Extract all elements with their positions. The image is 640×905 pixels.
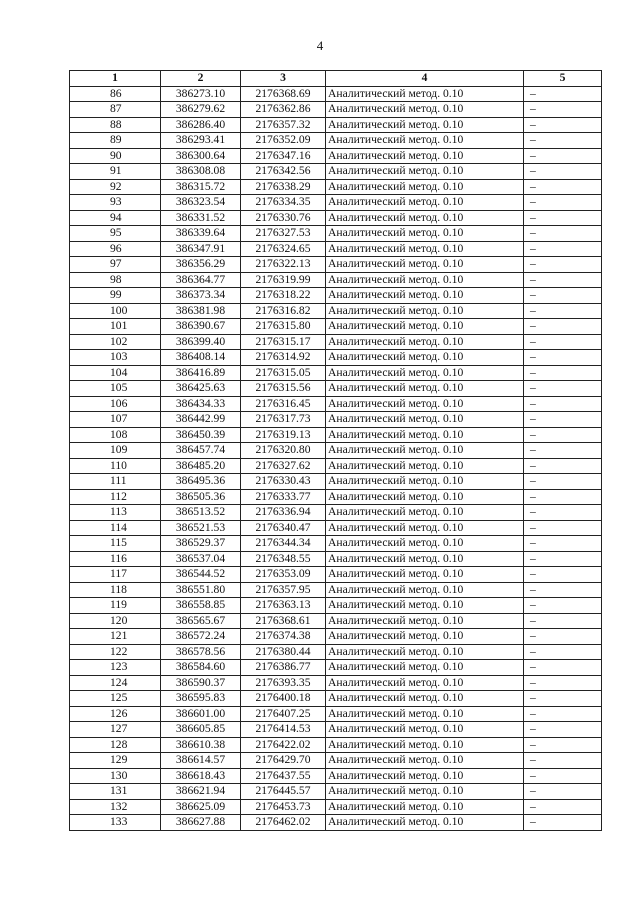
x-coordinate-cell: 386315.72: [161, 179, 241, 195]
description-cell: –: [524, 722, 602, 738]
point-number-cell: 123: [70, 660, 161, 676]
description-cell: –: [524, 148, 602, 164]
description-cell: –: [524, 133, 602, 149]
point-number-cell: 126: [70, 706, 161, 722]
method-accuracy-cell: Аналитический метод. 0.10: [326, 629, 524, 645]
table-row: [70, 613, 602, 629]
description-cell: –: [524, 241, 602, 257]
x-coordinate-cell: 386590.37: [161, 675, 241, 691]
method-accuracy-cell: Аналитический метод. 0.10: [326, 613, 524, 629]
y-coordinate-cell: 2176318.22: [241, 288, 326, 304]
description-cell: –: [524, 520, 602, 536]
method-accuracy-cell: Аналитический метод. 0.10: [326, 195, 524, 211]
method-accuracy-cell: Аналитический метод. 0.10: [326, 536, 524, 552]
method-accuracy-cell: Аналитический метод. 0.10: [326, 598, 524, 614]
table-row: [70, 210, 602, 226]
header-row: [70, 71, 602, 87]
y-coordinate-cell: 2176338.29: [241, 179, 326, 195]
x-coordinate-cell: 386293.41: [161, 133, 241, 149]
x-coordinate-cell: 386373.34: [161, 288, 241, 304]
table-row: [70, 102, 602, 118]
method-accuracy-cell: Аналитический метод. 0.10: [326, 737, 524, 753]
y-coordinate-cell: 2176324.65: [241, 241, 326, 257]
point-number-cell: 120: [70, 613, 161, 629]
description-cell: –: [524, 660, 602, 676]
table-row: [70, 505, 602, 521]
table-row: [70, 195, 602, 211]
y-coordinate-cell: 2176336.94: [241, 505, 326, 521]
y-coordinate-cell: 2176315.05: [241, 365, 326, 381]
x-coordinate-cell: 386286.40: [161, 117, 241, 133]
y-coordinate-cell: 2176330.43: [241, 474, 326, 490]
point-number-cell: 101: [70, 319, 161, 335]
point-number-cell: 97: [70, 257, 161, 273]
method-accuracy-cell: Аналитический метод. 0.10: [326, 660, 524, 676]
x-coordinate-cell: 386485.20: [161, 458, 241, 474]
point-number-cell: 87: [70, 102, 161, 118]
x-coordinate-cell: 386614.57: [161, 753, 241, 769]
point-number-cell: 114: [70, 520, 161, 536]
y-coordinate-cell: 2176353.09: [241, 567, 326, 583]
method-accuracy-cell: Аналитический метод. 0.10: [326, 396, 524, 412]
x-coordinate-cell: 386495.36: [161, 474, 241, 490]
point-number-cell: 94: [70, 210, 161, 226]
description-cell: –: [524, 737, 602, 753]
table-row: [70, 629, 602, 645]
description-cell: –: [524, 706, 602, 722]
x-coordinate-cell: 386529.37: [161, 536, 241, 552]
point-number-cell: 119: [70, 598, 161, 614]
description-cell: –: [524, 86, 602, 102]
description-cell: –: [524, 179, 602, 195]
description-cell: –: [524, 195, 602, 211]
method-accuracy-cell: Аналитический метод. 0.10: [326, 117, 524, 133]
page-number: 4: [316, 38, 324, 53]
x-coordinate-cell: 386381.98: [161, 303, 241, 319]
point-number-cell: 109: [70, 443, 161, 459]
column-header-1: 1: [70, 71, 161, 87]
description-cell: –: [524, 551, 602, 567]
x-coordinate-cell: 386621.94: [161, 784, 241, 800]
method-accuracy-cell: Аналитический метод. 0.10: [326, 226, 524, 242]
method-accuracy-cell: Аналитический метод. 0.10: [326, 551, 524, 567]
method-accuracy-cell: Аналитический метод. 0.10: [326, 257, 524, 273]
point-number-cell: 91: [70, 164, 161, 180]
description-cell: –: [524, 319, 602, 335]
table-row: [70, 365, 602, 381]
y-coordinate-cell: 2176320.80: [241, 443, 326, 459]
x-coordinate-cell: 386537.04: [161, 551, 241, 567]
description-cell: –: [524, 102, 602, 118]
table-row: [70, 489, 602, 505]
table-row: [70, 303, 602, 319]
x-coordinate-cell: 386331.52: [161, 210, 241, 226]
table-row: [70, 660, 602, 676]
table-row: [70, 334, 602, 350]
y-coordinate-cell: 2176368.69: [241, 86, 326, 102]
point-number-cell: 107: [70, 412, 161, 428]
point-number-cell: 103: [70, 350, 161, 366]
description-cell: –: [524, 489, 602, 505]
y-coordinate-cell: 2176380.44: [241, 644, 326, 660]
method-accuracy-cell: Аналитический метод. 0.10: [326, 582, 524, 598]
table-row: [70, 520, 602, 536]
x-coordinate-cell: 386610.38: [161, 737, 241, 753]
table-row: [70, 133, 602, 149]
y-coordinate-cell: 2176445.57: [241, 784, 326, 800]
method-accuracy-cell: Аналитический метод. 0.10: [326, 784, 524, 800]
table-row: [70, 226, 602, 242]
table-row: [70, 706, 602, 722]
point-number-cell: 89: [70, 133, 161, 149]
x-coordinate-cell: 386457.74: [161, 443, 241, 459]
description-cell: –: [524, 675, 602, 691]
y-coordinate-cell: 2176347.16: [241, 148, 326, 164]
description-cell: –: [524, 257, 602, 273]
point-number-cell: 112: [70, 489, 161, 505]
y-coordinate-cell: 2176319.99: [241, 272, 326, 288]
description-cell: –: [524, 815, 602, 831]
x-coordinate-cell: 386601.00: [161, 706, 241, 722]
column-header-2: 2: [161, 71, 241, 87]
y-coordinate-cell: 2176333.77: [241, 489, 326, 505]
description-cell: –: [524, 365, 602, 381]
method-accuracy-cell: Аналитический метод. 0.10: [326, 303, 524, 319]
x-coordinate-cell: 386339.64: [161, 226, 241, 242]
y-coordinate-cell: 2176319.13: [241, 427, 326, 443]
description-cell: –: [524, 117, 602, 133]
table-row: [70, 164, 602, 180]
x-coordinate-cell: 386356.29: [161, 257, 241, 273]
x-coordinate-cell: 386595.83: [161, 691, 241, 707]
table-row: [70, 536, 602, 552]
y-coordinate-cell: 2176315.80: [241, 319, 326, 335]
x-coordinate-cell: 386347.91: [161, 241, 241, 257]
description-cell: –: [524, 799, 602, 815]
table-row: [70, 675, 602, 691]
y-coordinate-cell: 2176327.62: [241, 458, 326, 474]
x-coordinate-cell: 386442.99: [161, 412, 241, 428]
description-cell: –: [524, 303, 602, 319]
table-row: [70, 412, 602, 428]
column-header-4: 4: [326, 71, 524, 87]
table-row: [70, 86, 602, 102]
description-cell: –: [524, 582, 602, 598]
method-accuracy-cell: Аналитический метод. 0.10: [326, 210, 524, 226]
point-number-cell: 124: [70, 675, 161, 691]
point-number-cell: 88: [70, 117, 161, 133]
table-row: [70, 815, 602, 831]
table-row: [70, 784, 602, 800]
table-row: [70, 551, 602, 567]
method-accuracy-cell: Аналитический метод. 0.10: [326, 753, 524, 769]
point-number-cell: 95: [70, 226, 161, 242]
point-number-cell: 116: [70, 551, 161, 567]
x-coordinate-cell: 386513.52: [161, 505, 241, 521]
table-row: [70, 458, 602, 474]
x-coordinate-cell: 386627.88: [161, 815, 241, 831]
x-coordinate-cell: 386450.39: [161, 427, 241, 443]
x-coordinate-cell: 386434.33: [161, 396, 241, 412]
x-coordinate-cell: 386551.80: [161, 582, 241, 598]
y-coordinate-cell: 2176393.35: [241, 675, 326, 691]
method-accuracy-cell: Аналитический метод. 0.10: [326, 799, 524, 815]
point-number-cell: 86: [70, 86, 161, 102]
x-coordinate-cell: 386625.09: [161, 799, 241, 815]
x-coordinate-cell: 386605.85: [161, 722, 241, 738]
table-row: [70, 350, 602, 366]
y-coordinate-cell: 2176344.34: [241, 536, 326, 552]
y-coordinate-cell: 2176315.56: [241, 381, 326, 397]
method-accuracy-cell: Аналитический метод. 0.10: [326, 706, 524, 722]
table-row: [70, 117, 602, 133]
method-accuracy-cell: Аналитический метод. 0.10: [326, 768, 524, 784]
point-number-cell: 102: [70, 334, 161, 350]
table-row: [70, 272, 602, 288]
point-number-cell: 104: [70, 365, 161, 381]
x-coordinate-cell: 386273.10: [161, 86, 241, 102]
table-row: [70, 567, 602, 583]
point-number-cell: 111: [70, 474, 161, 490]
table-row: [70, 288, 602, 304]
method-accuracy-cell: Аналитический метод. 0.10: [326, 427, 524, 443]
y-coordinate-cell: 2176414.53: [241, 722, 326, 738]
x-coordinate-cell: 386279.62: [161, 102, 241, 118]
description-cell: –: [524, 288, 602, 304]
method-accuracy-cell: Аналитический метод. 0.10: [326, 722, 524, 738]
y-coordinate-cell: 2176322.13: [241, 257, 326, 273]
description-cell: –: [524, 474, 602, 490]
x-coordinate-cell: 386425.63: [161, 381, 241, 397]
point-number-cell: 106: [70, 396, 161, 412]
table-row: [70, 737, 602, 753]
table-row: [70, 768, 602, 784]
x-coordinate-cell: 386618.43: [161, 768, 241, 784]
description-cell: –: [524, 613, 602, 629]
method-accuracy-cell: Аналитический метод. 0.10: [326, 86, 524, 102]
method-accuracy-cell: Аналитический метод. 0.10: [326, 133, 524, 149]
method-accuracy-cell: Аналитический метод. 0.10: [326, 505, 524, 521]
y-coordinate-cell: 2176374.38: [241, 629, 326, 645]
description-cell: –: [524, 629, 602, 645]
y-coordinate-cell: 2176316.82: [241, 303, 326, 319]
description-cell: –: [524, 164, 602, 180]
x-coordinate-cell: 386300.64: [161, 148, 241, 164]
y-coordinate-cell: 2176357.95: [241, 582, 326, 598]
x-coordinate-cell: 386408.14: [161, 350, 241, 366]
point-number-cell: 127: [70, 722, 161, 738]
method-accuracy-cell: Аналитический метод. 0.10: [326, 412, 524, 428]
table-row: [70, 474, 602, 490]
x-coordinate-cell: 386565.67: [161, 613, 241, 629]
point-number-cell: 129: [70, 753, 161, 769]
point-number-cell: 108: [70, 427, 161, 443]
description-cell: –: [524, 334, 602, 350]
point-number-cell: 122: [70, 644, 161, 660]
y-coordinate-cell: 2176437.55: [241, 768, 326, 784]
method-accuracy-cell: Аналитический метод. 0.10: [326, 489, 524, 505]
method-accuracy-cell: Аналитический метод. 0.10: [326, 334, 524, 350]
y-coordinate-cell: 2176314.92: [241, 350, 326, 366]
y-coordinate-cell: 2176429.70: [241, 753, 326, 769]
column-header-5: 5: [524, 71, 602, 87]
x-coordinate-cell: 386399.40: [161, 334, 241, 350]
description-cell: –: [524, 381, 602, 397]
x-coordinate-cell: 386521.53: [161, 520, 241, 536]
y-coordinate-cell: 2176316.45: [241, 396, 326, 412]
table-row: [70, 691, 602, 707]
x-coordinate-cell: 386323.54: [161, 195, 241, 211]
y-coordinate-cell: 2176340.47: [241, 520, 326, 536]
x-coordinate-cell: 386558.85: [161, 598, 241, 614]
table-row: [70, 241, 602, 257]
y-coordinate-cell: 2176342.56: [241, 164, 326, 180]
method-accuracy-cell: Аналитический метод. 0.10: [326, 272, 524, 288]
x-coordinate-cell: 386416.89: [161, 365, 241, 381]
point-number-cell: 133: [70, 815, 161, 831]
table-row: [70, 179, 602, 195]
point-number-cell: 115: [70, 536, 161, 552]
description-cell: –: [524, 505, 602, 521]
x-coordinate-cell: 386584.60: [161, 660, 241, 676]
point-number-cell: 132: [70, 799, 161, 815]
description-cell: –: [524, 396, 602, 412]
method-accuracy-cell: Аналитический метод. 0.10: [326, 148, 524, 164]
y-coordinate-cell: 2176422.02: [241, 737, 326, 753]
description-cell: –: [524, 443, 602, 459]
y-coordinate-cell: 2176330.76: [241, 210, 326, 226]
x-coordinate-cell: 386544.52: [161, 567, 241, 583]
method-accuracy-cell: Аналитический метод. 0.10: [326, 474, 524, 490]
y-coordinate-cell: 2176386.77: [241, 660, 326, 676]
point-number-cell: 128: [70, 737, 161, 753]
description-cell: –: [524, 784, 602, 800]
description-cell: –: [524, 210, 602, 226]
method-accuracy-cell: Аналитический метод. 0.10: [326, 644, 524, 660]
method-accuracy-cell: Аналитический метод. 0.10: [326, 815, 524, 831]
method-accuracy-cell: Аналитический метод. 0.10: [326, 520, 524, 536]
y-coordinate-cell: 2176368.61: [241, 613, 326, 629]
description-cell: –: [524, 644, 602, 660]
point-number-cell: 131: [70, 784, 161, 800]
description-cell: –: [524, 691, 602, 707]
method-accuracy-cell: Аналитический метод. 0.10: [326, 443, 524, 459]
y-coordinate-cell: 2176317.73: [241, 412, 326, 428]
column-header-3: 3: [241, 71, 326, 87]
point-number-cell: 90: [70, 148, 161, 164]
table-row: [70, 443, 602, 459]
table-row: [70, 396, 602, 412]
y-coordinate-cell: 2176407.25: [241, 706, 326, 722]
y-coordinate-cell: 2176400.18: [241, 691, 326, 707]
point-number-cell: 110: [70, 458, 161, 474]
y-coordinate-cell: 2176348.55: [241, 551, 326, 567]
method-accuracy-cell: Аналитический метод. 0.10: [326, 288, 524, 304]
description-cell: –: [524, 427, 602, 443]
table-row: [70, 427, 602, 443]
x-coordinate-cell: 386390.67: [161, 319, 241, 335]
table-row: [70, 257, 602, 273]
table-row: [70, 753, 602, 769]
point-number-cell: 117: [70, 567, 161, 583]
description-cell: –: [524, 350, 602, 366]
table-row: [70, 799, 602, 815]
y-coordinate-cell: 2176363.13: [241, 598, 326, 614]
point-number-cell: 121: [70, 629, 161, 645]
description-cell: –: [524, 412, 602, 428]
y-coordinate-cell: 2176315.17: [241, 334, 326, 350]
point-number-cell: 98: [70, 272, 161, 288]
y-coordinate-cell: 2176352.09: [241, 133, 326, 149]
point-number-cell: 93: [70, 195, 161, 211]
table-row: [70, 722, 602, 738]
table-body: [70, 86, 602, 830]
table-row: [70, 644, 602, 660]
y-coordinate-cell: 2176453.73: [241, 799, 326, 815]
y-coordinate-cell: 2176362.86: [241, 102, 326, 118]
point-number-cell: 96: [70, 241, 161, 257]
description-cell: –: [524, 458, 602, 474]
method-accuracy-cell: Аналитический метод. 0.10: [326, 567, 524, 583]
table-row: [70, 148, 602, 164]
y-coordinate-cell: 2176327.53: [241, 226, 326, 242]
point-number-cell: 92: [70, 179, 161, 195]
method-accuracy-cell: Аналитический метод. 0.10: [326, 381, 524, 397]
method-accuracy-cell: Аналитический метод. 0.10: [326, 319, 524, 335]
y-coordinate-cell: 2176334.35: [241, 195, 326, 211]
table-row: [70, 381, 602, 397]
method-accuracy-cell: Аналитический метод. 0.10: [326, 164, 524, 180]
method-accuracy-cell: Аналитический метод. 0.10: [326, 458, 524, 474]
method-accuracy-cell: Аналитический метод. 0.10: [326, 350, 524, 366]
description-cell: –: [524, 272, 602, 288]
x-coordinate-cell: 386505.36: [161, 489, 241, 505]
coordinates-table: [69, 70, 602, 831]
table-row: [70, 598, 602, 614]
point-number-cell: 113: [70, 505, 161, 521]
point-number-cell: 118: [70, 582, 161, 598]
point-number-cell: 130: [70, 768, 161, 784]
description-cell: –: [524, 536, 602, 552]
x-coordinate-cell: 386308.08: [161, 164, 241, 180]
point-number-cell: 125: [70, 691, 161, 707]
description-cell: –: [524, 768, 602, 784]
y-coordinate-cell: 2176462.02: [241, 815, 326, 831]
method-accuracy-cell: Аналитический метод. 0.10: [326, 102, 524, 118]
x-coordinate-cell: 386578.56: [161, 644, 241, 660]
table-row: [70, 582, 602, 598]
point-number-cell: 100: [70, 303, 161, 319]
description-cell: –: [524, 753, 602, 769]
method-accuracy-cell: Аналитический метод. 0.10: [326, 179, 524, 195]
description-cell: –: [524, 226, 602, 242]
method-accuracy-cell: Аналитический метод. 0.10: [326, 365, 524, 381]
point-number-cell: 99: [70, 288, 161, 304]
method-accuracy-cell: Аналитический метод. 0.10: [326, 675, 524, 691]
method-accuracy-cell: Аналитический метод. 0.10: [326, 241, 524, 257]
description-cell: –: [524, 598, 602, 614]
table-row: [70, 319, 602, 335]
description-cell: –: [524, 567, 602, 583]
x-coordinate-cell: 386572.24: [161, 629, 241, 645]
y-coordinate-cell: 2176357.32: [241, 117, 326, 133]
point-number-cell: 105: [70, 381, 161, 397]
x-coordinate-cell: 386364.77: [161, 272, 241, 288]
method-accuracy-cell: Аналитический метод. 0.10: [326, 691, 524, 707]
